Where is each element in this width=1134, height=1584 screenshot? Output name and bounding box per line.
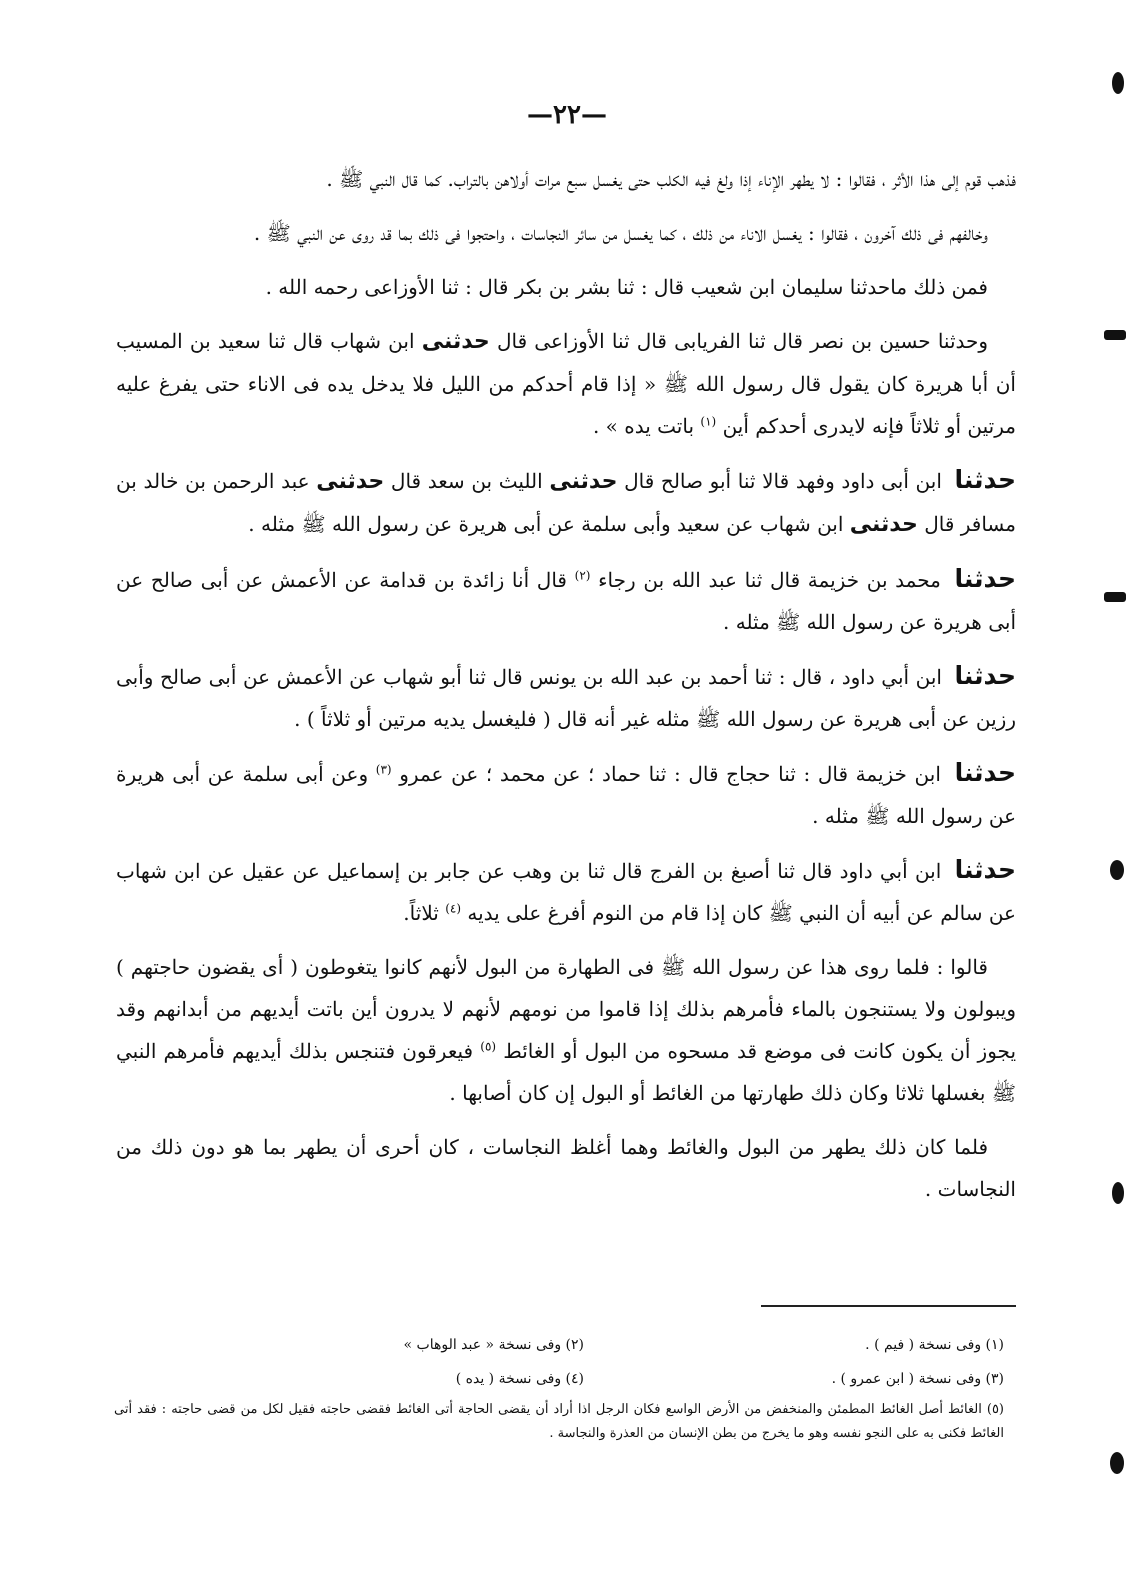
footnote-1: (١) وفى نسخة ( فيم ) .: [865, 1337, 1004, 1353]
paragraph-3: [116, 266, 1016, 308]
hadith-lead: حدثنى: [316, 469, 385, 494]
paragraph-text: فذهب قوم إلى هذا الأثر ، فقالوا : لا يطهر الإناء إذا ولغ فيه الكلب حتى يغسل سبع مرات أولاهن بالتراب. كما قال النبي ﷺ .: [326, 167, 1016, 191]
hadith-lead: حدثنا: [954, 564, 1016, 593]
hadith-lead: حدثنا: [954, 465, 1016, 494]
paragraph-9: [116, 849, 1016, 934]
paragraph-text: وحدثنا حسين بن نصر قال ثنا الفريابى قال ثنا الأوزاعى قال: [496, 329, 989, 353]
footnote-divider: [761, 1305, 1016, 1307]
paragraph-text: ابن أبي داود ، قال : ثنا أحمد بن عبد الله بن يونس قال ثنا أبو شهاب عن الأعمش عن أبى صالح وأبى رزين عن أبى هريرة عن رسول الله ﷺ مثله غير أنه قال ( فليغسل يديه مرتين أو ثلاثاً ) .: [116, 665, 1016, 731]
paragraph-text: عبد الرحمن بن خالد بن مسافر قال: [116, 469, 1016, 536]
footnote-ref: (١): [700, 414, 717, 429]
footnote-row: [114, 1328, 1004, 1362]
paragraph-text: قالوا : فلما روى هذا عن رسول الله ﷺ فى الطهارة من البول لأنهم كانوا يتغوطون ( أى يقضون حاجتهم ) ويبولون ولا يستنجون بالماء فأمرهم بذلك إذا قاموا من نومهم لأنهم لا يدرون أين باتت أيديهم من أبدانهم وقد يجوز أن يكون كانت فى موضع قد مسحوه من البول أو الغائط: [116, 955, 1017, 1063]
scan-margin-mark: [1110, 1452, 1124, 1474]
hadith-lead: حدثنى: [549, 469, 618, 494]
paragraph-7: [116, 655, 1016, 740]
footnote-ref: (٥): [480, 1039, 497, 1054]
hadith-lead: حدثنا: [954, 661, 1016, 690]
footnote-ref: (٤): [445, 901, 462, 916]
paragraph-text: ابن شهاب عن سعيد وأبى سلمة عن أبى هريرة عن رسول الله ﷺ مثله .: [248, 512, 844, 536]
paragraph-11: [116, 1126, 1016, 1210]
paragraph-6: [116, 558, 1016, 643]
scan-margin-mark: [1110, 860, 1124, 880]
paragraph-text: وعن أبى سلمة عن أبى هريرة عن رسول الله ﷺ مثله .: [116, 762, 1016, 828]
footnote-4: (٤) وفى نسخة ( يده ): [455, 1371, 584, 1387]
footnote-5: (٥) الغائط أصل الغائط المطمئن والمنخفض من الأرض الواسع فكان الرجل اذا أراد أن يقضى الحاجة أتى الغائط فقضى حاجته فقيل لكل من قضى حاجته : فقد أتى الغائط فكنى به على النجو نفسه وهو ما يخرج من بطن الإنسان من العذرة والنجاسة .: [114, 1402, 1004, 1441]
paragraph-text: ابن خزيمة قال : ثنا حجاج قال : ثنا حماد ؛ عن محمد ؛ عن عمرو: [399, 762, 941, 786]
paragraph-text: ابن أبي داود قال ثنا أصبغ بن الفرج قال ثنا بن وهب عن جابر بن إسماعيل عن عقيل عن ابن شهاب عن سالم عن أبيه أن النبي ﷺ كان إذا قام من النوم أفرغ على يديه: [116, 859, 1016, 925]
paragraph-text: ابن شهاب قال ثنا سعيد بن المسيب أن أبا هريرة كان يقول قال رسول الله ﷺ « إذا قام أحدكم من الليل فلا يدخل يده فى الاناء حتى يفرغ عليه مرتين أو ثلاثاً فإنه لايدرى أحدكم أين: [116, 329, 1016, 438]
paragraph-8: [116, 752, 1016, 837]
scan-margin-mark: [1112, 72, 1124, 94]
hadith-lead: حدثنى: [849, 512, 918, 537]
paragraph-text: قال أنا زائدة بن قدامة عن الأعمش عن أبى صالح عن أبى هريرة عن رسول الله ﷺ مثله .: [116, 568, 1016, 634]
paragraph-1: [116, 158, 1016, 200]
hadith-lead: حدثنا: [954, 855, 1017, 884]
paragraph-text: فمن ذلك ماحدثنا سليمان ابن شعيب قال : ثنا بشر بن بكر قال : ثنا الأوزاعى رحمه الله .: [265, 275, 988, 299]
paragraph-2: [116, 212, 1016, 254]
paragraph-text: فيعرقون فتنجس بذلك أيديهم فأمرهم النبي ﷺ بغسلها ثلاثا وكان ذلك طهارتها من الغائط أو البول إن كان أصابها .: [116, 1039, 1016, 1105]
footnote-row: [114, 1362, 1004, 1396]
footnote-2: (٢) وفى نسخة « عبد الوهاب »: [403, 1337, 584, 1353]
scan-margin-mark: [1104, 330, 1126, 340]
footnotes: [114, 1328, 1004, 1446]
page-number: —٢٢—: [527, 100, 607, 130]
paragraph-10: [116, 946, 1016, 1114]
paragraph-5: [116, 459, 1016, 546]
footnote-ref: (٢): [574, 568, 591, 583]
scan-margin-mark: [1112, 1182, 1124, 1204]
scan-margin-mark: [1104, 592, 1126, 602]
paragraph-text: فلما كان ذلك يطهر من البول والغائط وهما أغلظ النجاسات ، كان أحرى أن يطهر بما هو دون ذلك من النجاسات .: [116, 1135, 1016, 1201]
hadith-lead: حدثنى: [421, 329, 490, 354]
paragraph-text: الليث بن سعد قال: [390, 469, 543, 493]
hadith-lead: حدثنا: [954, 758, 1017, 787]
paragraph-text: ابن أبى داود وفهد قالا ثنا أبو صالح قال: [624, 469, 942, 493]
paragraph-text: ثلاثاً.: [403, 901, 439, 925]
footnote-3: (٣) وفى نسخة ( ابن عمرو ) .: [831, 1371, 1004, 1387]
paragraph-text: باتت يده » .: [592, 414, 695, 438]
paragraph-4: [116, 320, 1016, 447]
paragraph-text: محمد بن خزيمة قال ثنا عبد الله بن رجاء: [598, 568, 941, 592]
body-text: [116, 158, 1016, 1222]
footnote-ref: (٣): [375, 762, 392, 777]
paragraph-text: وخالفهم فى ذلك آخرون ، فقالوا : يغسل الاناء من ذلك ، كما يغسل من سائر النجاسات ، واحتجوا فى ذلك بما قد روى عن النبي ﷺ .: [253, 221, 988, 245]
